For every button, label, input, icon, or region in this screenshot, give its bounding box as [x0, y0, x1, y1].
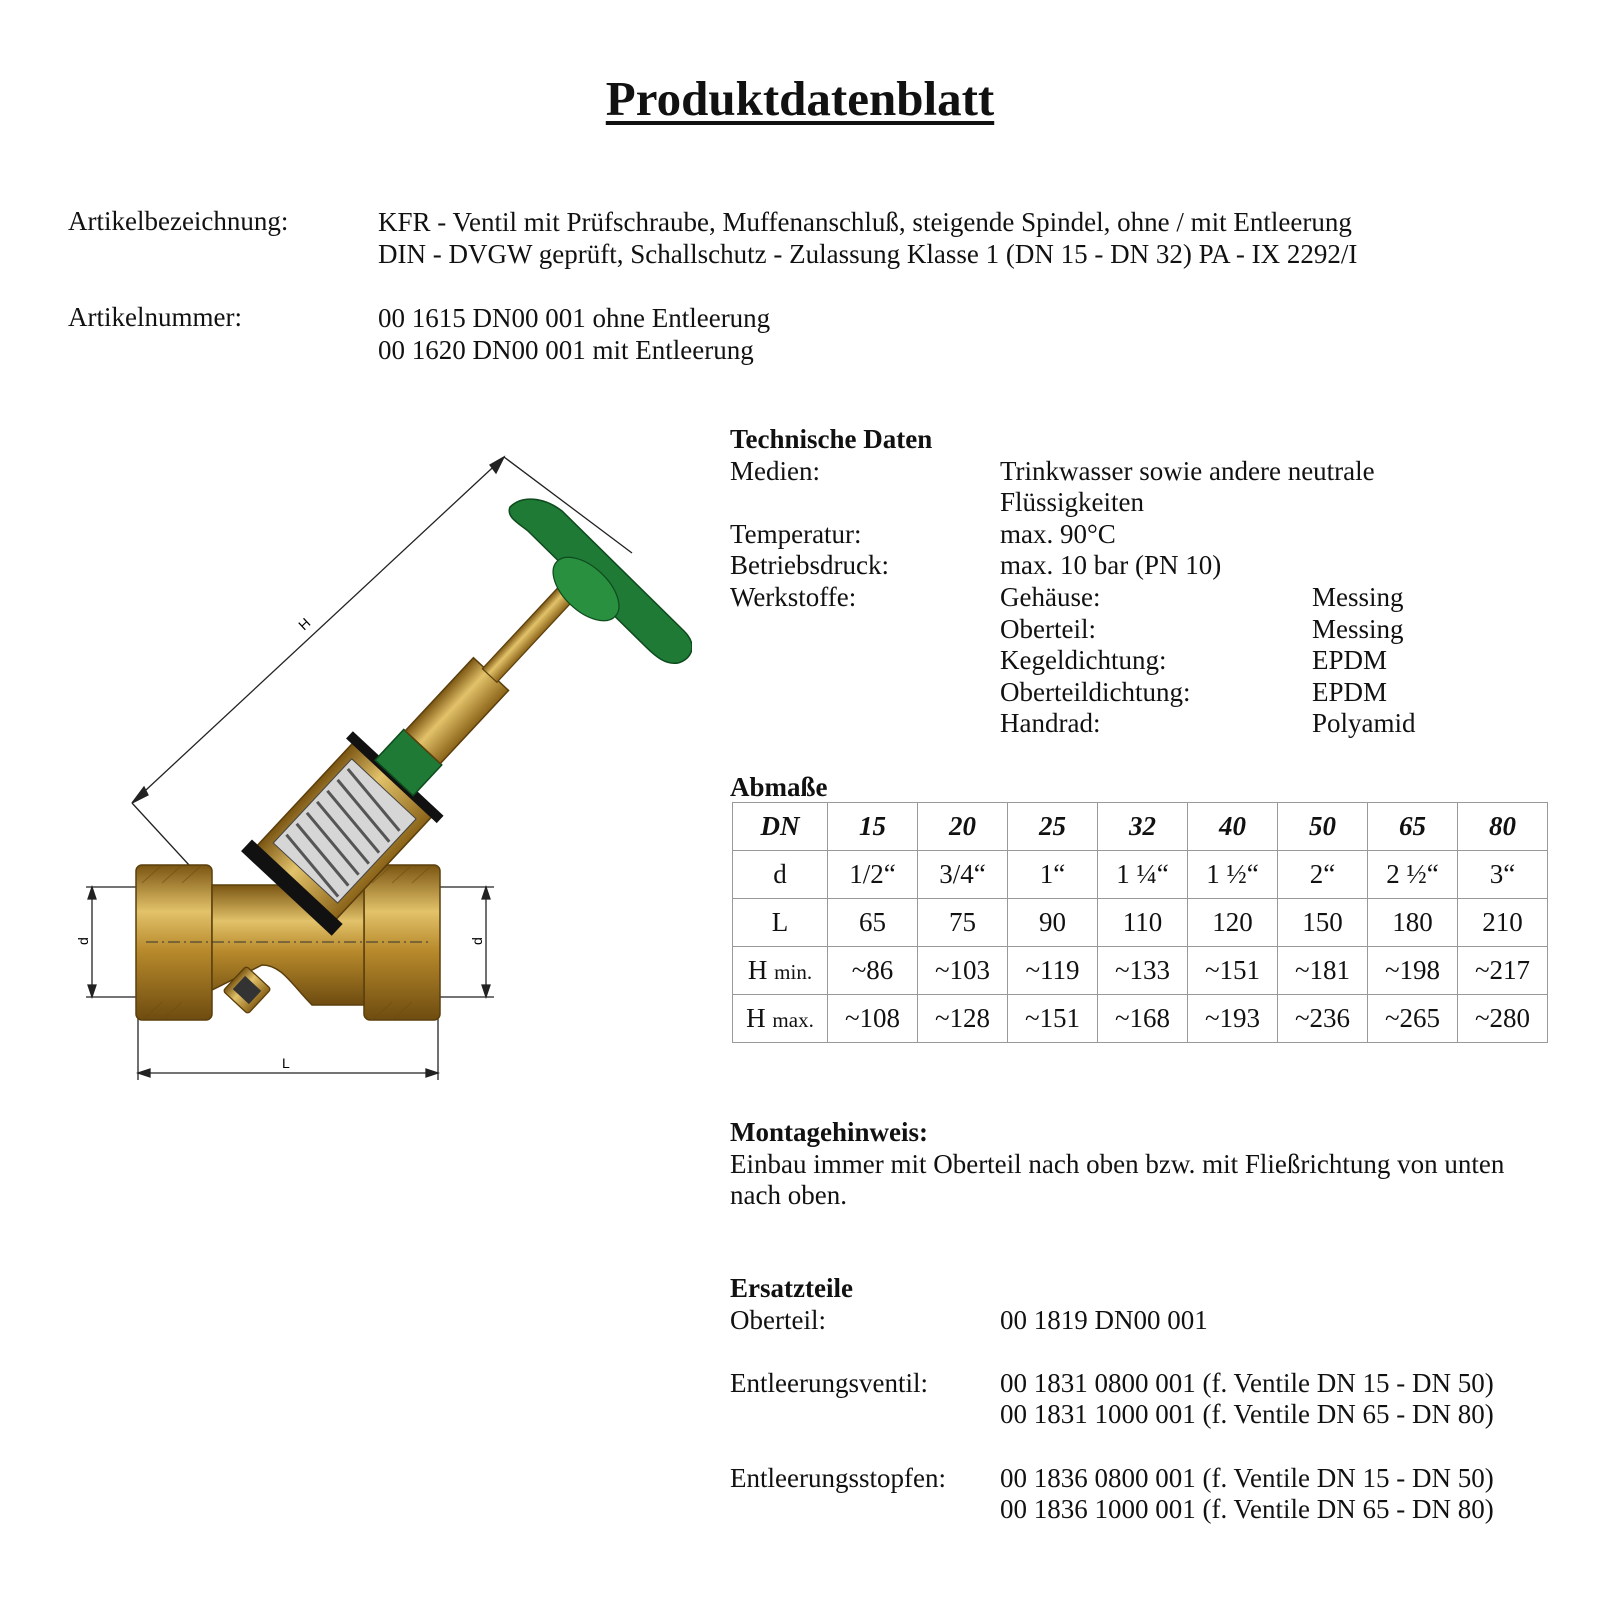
material-value: Messing: [1312, 581, 1404, 612]
spare-value: 00 1836 0800 001 (f. Ventile DN 15 - DN 50): [1000, 1462, 1494, 1493]
table-cell: 3/4“: [918, 851, 1008, 899]
material-part: Handrad:: [1000, 708, 1101, 739]
pressure-value: max. 10 bar (PN 10): [1000, 550, 1222, 581]
dimension-d-left-label: d: [75, 937, 91, 945]
media-label: Medien:: [730, 455, 820, 486]
table-cell: 1“: [1008, 851, 1098, 899]
dimensions-title: Abmaße: [730, 772, 828, 802]
spare-value: 00 1831 1000 001 (f. Ventile DN 65 - DN 80): [1000, 1399, 1494, 1430]
spacer: [730, 1431, 1570, 1463]
assembly-section: [730, 1117, 1550, 1212]
dimensions-table: [732, 802, 1548, 1043]
spares-section: [730, 1273, 1570, 1526]
designation-line: KFR - Ventil mit Prüfschraube, Muffenanschluß, steigende Spindel, ohne / mit Entleerung: [378, 207, 1352, 237]
table-cell: ~133: [1098, 947, 1188, 995]
table-cell: 120: [1188, 899, 1278, 947]
table-cell: ~265: [1368, 995, 1458, 1043]
dimensions-header-cell: 65: [1368, 803, 1458, 851]
valve-drawing: [72, 445, 692, 1105]
spare-label: Entleerungsstopfen:: [730, 1462, 946, 1493]
tech-row-temperature: [730, 519, 1550, 551]
spare-row: [730, 1368, 1570, 1400]
material-row: [730, 614, 1550, 646]
row-label: H: [747, 955, 768, 985]
media-value: Trinkwasser sowie andere neutrale: [1000, 455, 1375, 486]
row-label: L: [771, 907, 789, 937]
dimension-d-left: [86, 887, 142, 997]
table-cell: 65: [828, 899, 918, 947]
row-label: H: [746, 1003, 766, 1033]
spares-title: Ersatzteile: [730, 1273, 853, 1303]
table-row: [733, 947, 1548, 995]
row-label-cell: [733, 851, 828, 899]
spare-value: 00 1831 0800 001 (f. Ventile DN 15 - DN 50): [1000, 1367, 1494, 1398]
table-cell: ~280: [1458, 995, 1548, 1043]
tech-row-media-cont: [730, 487, 1550, 519]
table-cell: 90: [1008, 899, 1098, 947]
dimension-h-label: H: [295, 614, 314, 634]
dimensions-header-row: [733, 803, 1548, 851]
row-label-cell: [733, 947, 828, 995]
tech-row-media: [730, 456, 1550, 488]
dimension-l-label: L: [282, 1055, 290, 1071]
table-cell: ~128: [918, 995, 1008, 1043]
table-cell: ~217: [1458, 947, 1548, 995]
material-value: Polyamid: [1312, 708, 1416, 739]
material-row: [730, 582, 1550, 614]
table-cell: ~151: [1008, 995, 1098, 1043]
dimensions-header-cell: 20: [918, 803, 1008, 851]
row-label-cell: [733, 899, 828, 947]
temperature-label: Temperatur:: [730, 518, 862, 549]
material-value: EPDM: [1312, 676, 1388, 707]
designation-value: [378, 206, 1357, 270]
tech-data-section: [730, 424, 1550, 740]
temperature-value: max. 90°C: [1000, 518, 1116, 549]
material-row: [730, 677, 1550, 709]
table-cell: ~168: [1098, 995, 1188, 1043]
row-label-cell: [733, 995, 828, 1043]
table-cell: 2 ½“: [1368, 851, 1458, 899]
dimensions-header-cell: 15: [828, 803, 918, 851]
assembly-title: Montagehinweis:: [730, 1117, 928, 1147]
table-cell: 3“: [1458, 851, 1548, 899]
material-row: [730, 645, 1550, 677]
dimensions-header-cell: 32: [1098, 803, 1188, 851]
table-cell: ~119: [1008, 947, 1098, 995]
materials-label: Werkstoffe:: [730, 581, 857, 612]
table-cell: ~181: [1278, 947, 1368, 995]
table-cell: 110: [1098, 899, 1188, 947]
material-part: Oberteildichtung:: [1000, 676, 1191, 707]
material-value: EPDM: [1312, 645, 1388, 676]
tech-data-title: Technische Daten: [730, 424, 933, 454]
dimensions-header-cell: 80: [1458, 803, 1548, 851]
material-row: [730, 708, 1550, 740]
table-cell: 75: [918, 899, 1008, 947]
material-part: Gehäuse:: [1000, 581, 1101, 612]
table-cell: 180: [1368, 899, 1458, 947]
table-cell: 1/2“: [828, 851, 918, 899]
spare-label: Entleerungsventil:: [730, 1367, 928, 1398]
spare-label: Oberteil:: [730, 1304, 826, 1335]
table-cell: ~193: [1188, 995, 1278, 1043]
spare-row: [730, 1463, 1570, 1495]
dimensions-header-cell: 25: [1008, 803, 1098, 851]
dimension-d-right-label: d: [469, 937, 485, 945]
table-cell: 1 ¼“: [1098, 851, 1188, 899]
designation-line: DIN - DVGW geprüft, Schallschutz - Zulassung Klasse 1 (DN 15 - DN 32) PA - IX 2292/I: [378, 239, 1358, 269]
page-title: Produktdatenblatt: [605, 71, 995, 126]
assembly-text: Einbau immer mit Oberteil nach oben bzw. mit Fließrichtung von unten nach oben.: [730, 1148, 1505, 1211]
spare-row: [730, 1494, 1570, 1526]
pressure-label: Betriebsdruck:: [730, 550, 889, 581]
spacer: [730, 1336, 1570, 1368]
table-row: [733, 899, 1548, 947]
table-row: [733, 995, 1548, 1043]
table-cell: ~86: [828, 947, 918, 995]
table-cell: ~198: [1368, 947, 1458, 995]
dimensions-header-cell: 50: [1278, 803, 1368, 851]
media-value-cont: Flüssigkeiten: [1000, 487, 1145, 518]
row-label-sub: min.: [774, 960, 813, 984]
article-number-line: 00 1620 DN00 001 mit Entleerung: [378, 335, 754, 365]
article-number-label: Artikelnummer:: [68, 302, 242, 332]
dimensions-header-cell: DN: [733, 803, 828, 851]
table-cell: 1 ½“: [1188, 851, 1278, 899]
designation-label: Artikelbezeichnung:: [68, 206, 289, 236]
dimensions-header-cell: 40: [1188, 803, 1278, 851]
table-cell: ~108: [828, 995, 918, 1043]
table-cell: ~151: [1188, 947, 1278, 995]
spare-value: 00 1836 1000 001 (f. Ventile DN 65 - DN 80): [1000, 1494, 1494, 1525]
material-part: Kegeldichtung:: [1000, 645, 1167, 676]
tech-row-pressure: [730, 550, 1550, 582]
material-value: Messing: [1312, 613, 1404, 644]
row-label-sub: max.: [772, 1008, 814, 1032]
table-cell: 150: [1278, 899, 1368, 947]
material-part: Oberteil:: [1000, 613, 1096, 644]
spare-row: [730, 1305, 1570, 1337]
table-cell: 2“: [1278, 851, 1368, 899]
table-cell: ~103: [918, 947, 1008, 995]
table-cell: ~236: [1278, 995, 1368, 1043]
spare-row: [730, 1399, 1570, 1431]
table-row: [733, 851, 1548, 899]
spare-value: 00 1819 DN00 001: [1000, 1304, 1208, 1335]
article-number-value: [378, 302, 770, 366]
article-number-line: 00 1615 DN00 001 ohne Entleerung: [378, 303, 771, 333]
row-label: d: [773, 859, 787, 889]
table-cell: 210: [1458, 899, 1548, 947]
